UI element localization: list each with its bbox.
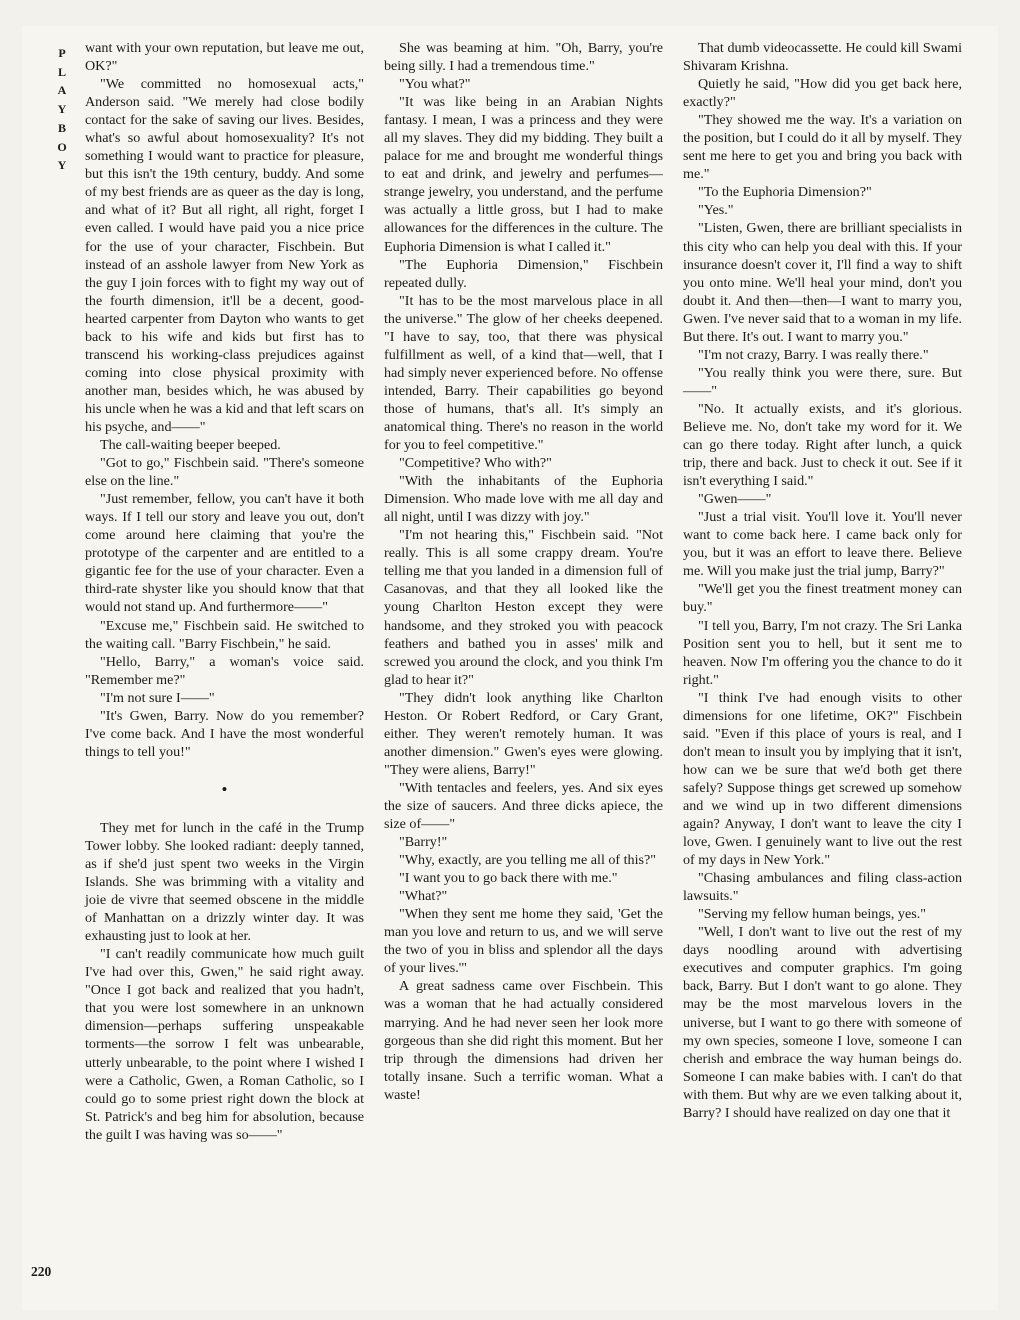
paragraph: "Listen, Gwen, there are brilliant specialists in this city who can help you deal with this. If your insurance doesn't cover it, I'll find a way to shift you onto mine. We'll heal your mind, don't you doubt it. And then—then—I want to marry you, Gwen. I've never said that to a woman in my life. But there. It's out. I want to marry you.": [683, 220, 962, 345]
paragraph: "I'm not sure I——": [100, 689, 215, 706]
paragraph: "I want you to go back there with me.": [399, 870, 618, 887]
paragraph: "When they sent me home they said, 'Get the man you love and return to us, and we will serve the two of you in bliss and splendor all the days of your lives.'": [384, 906, 663, 977]
paragraph: "I'm not hearing this," Fischbein said. "Not really. This is all some crappy dream. You're telling me that you landed in a dimension full of Casanovas, and that they all looked like the young Charlton Heston except they were handsome, and they stroked you with peacock feathers and bathed you in asses' milk and screwed you around the clock, and you think I'm glad to hear it?": [384, 527, 663, 688]
runner-letter: B: [57, 120, 66, 135]
paragraph: "Hello, Barry," a woman's voice said. "Remember me?": [85, 653, 364, 688]
paragraph: "They showed me the way. It's a variation on the position, but I could do it all by myself. They sent me here to get you and bring you back with me.": [683, 112, 962, 183]
runner-letter: L: [57, 64, 66, 79]
paragraph: "Serving my fellow human beings, yes.": [698, 906, 926, 923]
paragraph: "They didn't look anything like Charlton Heston. Or Robert Redford, or Cary Grant, either. They weren't remotely human. It was another dimension." Gwen's eyes were glowing. "They were aliens, Barry!": [384, 689, 663, 778]
paragraph: "Competitive? Who with?": [399, 455, 552, 472]
runner-letter: P: [58, 46, 66, 60]
runner-letter: A: [57, 83, 67, 98]
paragraph: "With tentacles and feelers, yes. And six eyes the size of saucers. And three dicks apiece, the size of——": [384, 779, 663, 833]
paragraph: "I'm not crazy, Barry. I was really there.": [698, 346, 929, 363]
paragraph: "No. It actually exists, and it's glorious. Believe me. No, don't take my word for it. We can go there today. Right after lunch, a quick trip, there and back. Just to check it out. See if it isn't everything I said.": [683, 400, 962, 490]
paragraph: "Well, I don't want to live out the rest of my days noodling around with advertising executives and computer graphics. I'm going back, Barry. But I don't want to go alone. They may be the most marvelous lovers in the universe, but I want to go there with someone of my own species, someone I love, someone I can cherish and embrace the way human beings do. Someone I can make babies with. I can't do that with them. But why are we even talking about it, Barry? I should have realized on day one that it: [683, 924, 962, 1121]
paragraph: That dumb videocassette. He could kill Swami Shivaram Krishna.: [683, 40, 962, 75]
paragraph: "Why, exactly, are you telling me all of this?": [399, 852, 657, 869]
paragraph: "We committed no homosexual acts," Anderson said. "We merely had close bodily contact for the sake of saving our lives. Besides, what's so awful about homosexuality? It's not something I would want to practice for pleasure, but this isn't the 19th century, buddy. And some of my best friends are as queer as the day is long, and what of it? But all right, all right, forget I even called. I would have paid you a nice price for the use of your character, Fischbein. But instead of an asshole lawyer from New York as the guy I join forces with to fight my way out of the fourth dimension, it'll be a decent, good-hearted carpenter from Dayton who wants to get back to his wife and kids but first has to transcend his working-class prejudices against coming into close physical proximity with another man, besides which, he was abused by his uncle when he was a kid and that left scars on his psyche, and——": [85, 76, 364, 435]
paragraph: "To the Euphoria Dimension?": [698, 184, 872, 201]
paragraph: "Gwen——": [698, 491, 772, 508]
paragraph: "I can't readily communicate how much guilt I've had over this, Gwen," he said right away. "Once I got back and realized that you hadn't, that you were lost somewhere in an unknown dimension—perhaps suffering unspeakable torments—the sorrow I felt was unbearable, utterly unbearable, to the point where I wished I were a Catholic, Gwen, a Roman Catholic, so I could go to some priest right down the block at St. Patrick's and beg him for absolution, because the guilt I was having was so——": [85, 946, 364, 1143]
paragraph: The call-waiting beeper beeped.: [100, 437, 281, 454]
paragraph: "Just remember, fellow, you can't have it both ways. If I tell our story and leave you out, don't come around here claiming that you're the prototype of the carpenter and are entitled to a gigantic fee for the use of your character. Even a third-rate shyster like you should know that that would not stand up. And furthermore——": [85, 491, 364, 616]
runner-letter: O: [57, 139, 67, 154]
paragraph: "Just a trial visit. You'll love it. You'll never want to come back here. I came back only for you, but it was an effort to leave there. Believe me. Will you make just the trial jump, Barry?": [683, 509, 962, 580]
paragraph: "You what?": [399, 76, 471, 93]
runner-letter: Y: [57, 158, 67, 173]
paragraph: "Got to go," Fischbein said. "There's someone else on the line.": [85, 455, 364, 490]
paragraph: "I think I've had enough visits to other dimensions for one lifetime, OK?" Fischbein said. "Even if this place of yours is real, and I don't mean to insult you by implying that it isn't, how can we be sure that we'd both get there safely? Suppose things get screwed up somehow and we wind up in two different dimensions again? Anyway, I don't want to leave the city I love, Gwen. I genuinely want to live out the rest of my days in New York.": [683, 689, 962, 869]
page-number: 220: [31, 1264, 52, 1279]
magazine-runner: [55, 44, 69, 175]
paragraph: She was beaming at him. "Oh, Barry, you're being silly. I had a tremendous time.": [384, 40, 663, 75]
paragraph: "Yes.": [698, 202, 734, 219]
section-break-bullet: •: [221, 779, 228, 799]
text-column-3: [683, 39, 962, 1122]
paragraph: "It has to be the most marvelous place in all the universe." The glow of her cheeks deepened. "I have to say, too, that there was physical fulfillment as well, of a kind that—well, that I had simply never experienced before. No offense intended, Barry. Their capabilities go beyond those of humans, that's all. It's simply an anatomical thing. There's no reason in the world for you to feel competitive.": [384, 292, 663, 454]
paragraph: "The Euphoria Dimension," Fischbein repeated dully.: [384, 256, 663, 291]
paragraph: "What?": [399, 888, 448, 905]
text-column-1: [85, 39, 364, 1144]
paragraph: "With the inhabitants of the Euphoria Dimension. Who made love with me all day and all night, until I was dizzy with joy.": [384, 473, 663, 526]
paragraph: Quietly he said, "How did you get back here, exactly?": [683, 76, 962, 111]
paragraph: A great sadness came over Fischbein. This was a woman that he had actually considered marrying. And he had never seen her look more gorgeous than she did right this moment. But her trip through the dimensions had driven her totally insane. Such a terrific woman. What a waste!: [384, 978, 663, 1103]
paragraph: "I tell you, Barry, I'm not crazy. The Sri Lanka Position sent you to hell, but it sent me to heaven. Now I'm offering you the chance to do it right.": [683, 617, 962, 688]
text-column-2: [384, 39, 663, 1104]
paragraph: "You really think you were there, sure. But——": [683, 364, 962, 399]
paragraph: "It was like being in an Arabian Nights fantasy. I mean, I was a princess and they were all my slaves. They did my bidding. They built a palace for me and brought me wonderful things to eat and drink, and jewelry and perfumes—strange jewelry, you understand, and the perfume was actually a little gross, but I had to make allowances for the differences in the culture. The Euphoria Dimension is what I called it.": [384, 94, 663, 255]
paragraph: "It's Gwen, Barry. Now do you remember? I've come back. And I have the most wonderful things to tell you!": [85, 707, 364, 760]
paragraph: want with your own reputation, but leave me out, OK?": [85, 40, 364, 75]
runner-letter: Y: [57, 102, 67, 117]
paragraph: "Excuse me," Fischbein said. He switched to the waiting call. "Barry Fischbein," he said.: [85, 617, 364, 652]
paragraph: "We'll get you the finest treatment money can buy.": [683, 581, 962, 616]
paragraph: "Barry!": [399, 834, 448, 851]
paragraph: They met for lunch in the café in the Trump Tower lobby. She looked radiant: deeply tanned, as if she'd just spent two weeks in the Virgin Islands. She was brimming with a vitality and joie de vivre that seemed obscene in the middle of Manhattan on a drizzly winter day. It was exhausting just to look at her.: [85, 819, 364, 945]
paragraph: "Chasing ambulances and filing class-action lawsuits.": [683, 870, 962, 905]
